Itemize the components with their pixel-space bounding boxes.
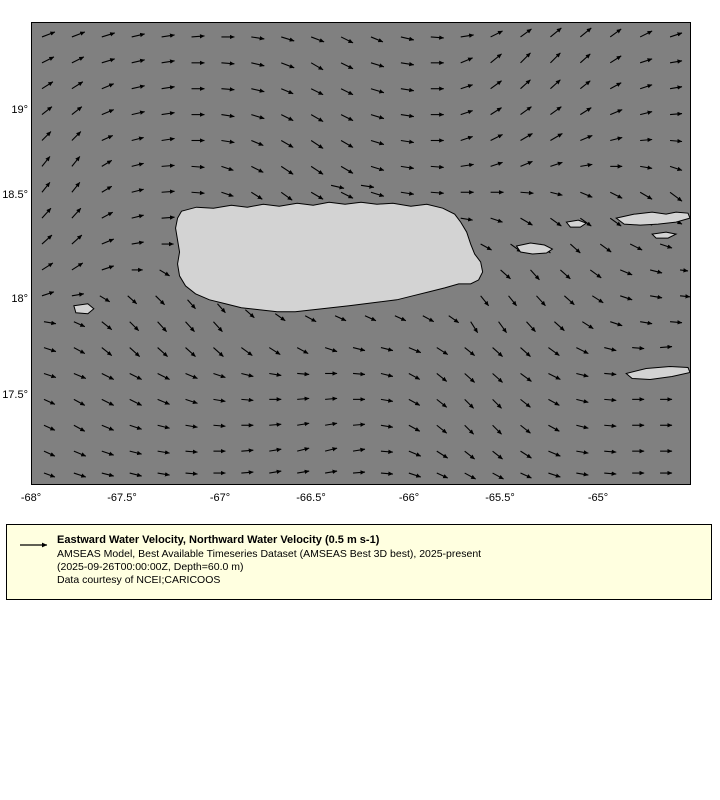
legend-panel (6, 524, 712, 600)
right-arrow-icon (19, 539, 55, 551)
legend-text-block (57, 533, 705, 587)
legend-line-3: Data courtesy of NCEI;CARICOOS (57, 574, 221, 586)
x-tick-label: -68° (20, 492, 42, 504)
legend-line-2: (2025-09-26T00:00:00Z, Depth=60.0 m) (57, 561, 244, 573)
map-plot-area[interactable] (31, 22, 691, 485)
x-tick-label: -66° (398, 492, 420, 504)
x-tick-label: -67.5° (107, 492, 137, 504)
x-tick-label: -66.5° (296, 492, 326, 504)
y-tick-label: 18° (11, 293, 28, 305)
legend-line-1: AMSEAS Model, Best Available Timeseries Dataset (AMSEAS Best 3D best), 2025-present (57, 548, 482, 560)
land-polygons (32, 23, 690, 484)
legend-title: Eastward Water Velocity, Northward Water Velocity (0.5 m s-1) (57, 534, 380, 546)
x-tick-label: -65.5° (485, 492, 515, 504)
y-tick-label: 18.5° (2, 189, 28, 201)
y-tick-label: 17.5° (2, 389, 28, 401)
x-tick-label: -67° (209, 492, 231, 504)
x-tick-label: -65° (587, 492, 609, 504)
y-tick-label: 19° (11, 104, 28, 116)
